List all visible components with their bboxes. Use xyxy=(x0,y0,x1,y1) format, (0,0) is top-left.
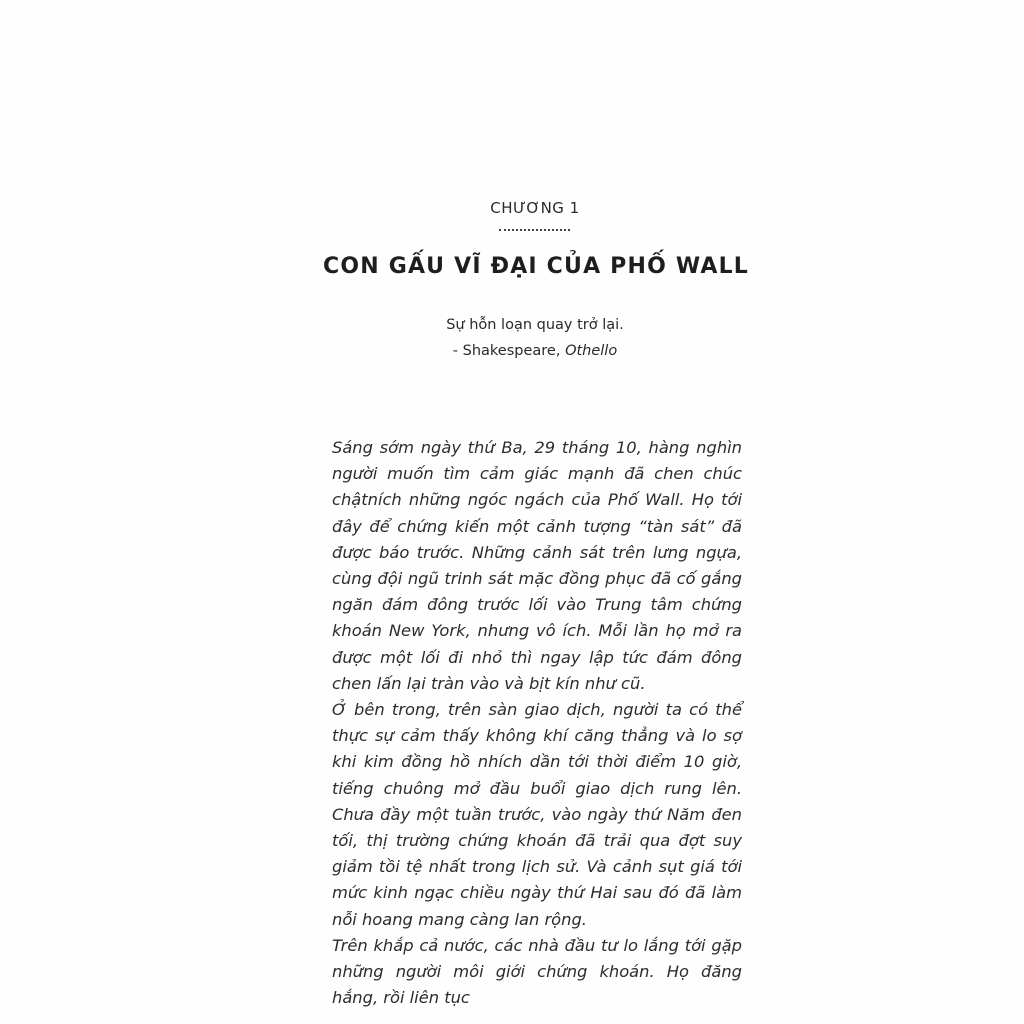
body-text xyxy=(332,435,742,1011)
epigraph xyxy=(0,312,1024,364)
epigraph-author: - Shakespeare, xyxy=(452,343,566,359)
chapter-label: CHƯƠNG 1 xyxy=(490,199,580,217)
body-paragraph-2: Ở bên trong, trên sàn giao dịch, người ta có thể thực sự cảm thấy không khí căng thẳng và lo sợ khi kim đồng hồ nhích dần tới thời điểm 10 giờ, tiếng chuông mở đầu buổi giao dịch rung lên. Chưa đầy một tuần trước, vào ngày thứ Năm đen tối, thị trường chứng khoán đã trải qua đợt suy giảm tồi tệ nhất trong lịch sử. Và cảnh sụt giá tới mức kinh ngạc chiều ngày thứ Hai sau đó đã làm nỗi hoang mang càng lan rộng. xyxy=(332,700,742,929)
chapter-title: CON GẤU VĨ ĐẠI CỦA PHỐ WALL xyxy=(322,254,750,279)
epigraph-quote: Sự hỗn loạn quay trở lại. xyxy=(446,317,624,333)
body-paragraph-1: Sáng sớm ngày thứ Ba, 29 tháng 10, hàng nghìn người muốn tìm cảm giác mạnh đã chen chúc chậtních những ngóc ngách của Phố Wall. Họ tới đây để chứng kiến một cảnh tượng “tàn sát” đã được báo trước. Những cảnh sát trên lưng ngựa, cùng đội ngũ trinh sát mặc đồng phục đã cố gắng ngăn đám đông trước lối vào Trung tâm chứng khoán New York, nhưng vô ích. Mỗi lần họ mở ra được một lối đi nhỏ thì ngay lập tức đám đông chen lấn lại tràn vào và bịt kín như cũ. xyxy=(332,438,742,693)
chapter-dotted-rule xyxy=(499,229,570,231)
epigraph-attribution xyxy=(0,338,1024,364)
body-paragraph-3: Trên khắp cả nước, các nhà đầu tư lo lắng tới gặp những người môi giới chứng khoán. Họ đăng hắng, rồi liên tục xyxy=(332,935,742,1008)
epigraph-work: Othello xyxy=(565,343,618,359)
